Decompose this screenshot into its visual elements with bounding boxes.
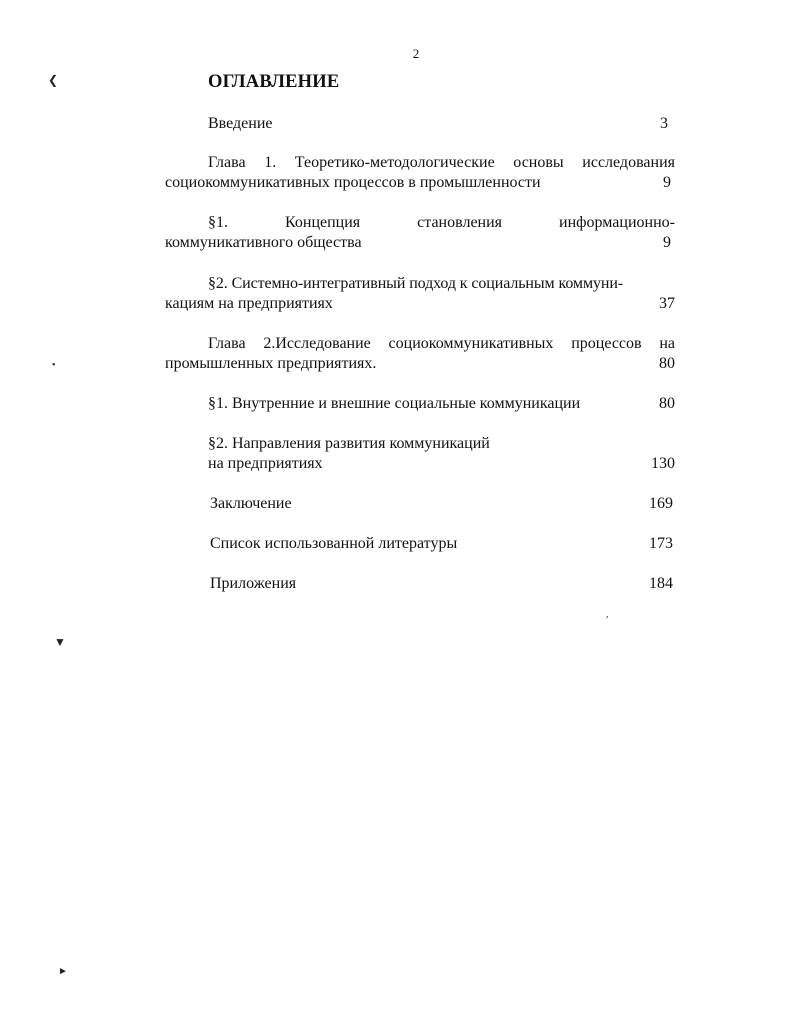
toc-entry-ch2-section1: §1. Внутренние и внешние социальные коммуникации xyxy=(208,395,581,412)
toc-page-ch1-section1: 9 xyxy=(663,234,671,251)
toc-page-references: 173 xyxy=(649,535,673,552)
toc-page-ch1-section2: 37 xyxy=(659,295,675,312)
toc-title: ОГЛАВЛЕНИЕ xyxy=(208,72,340,92)
toc-entry-chapter2-line2: промышленных предприятиях. xyxy=(165,355,377,372)
toc-entry-ch2-section2-line2: на предприятиях xyxy=(208,455,323,472)
word: на xyxy=(659,335,675,352)
toc-entry-ch1-section2-line2: кациям на предприятиях xyxy=(165,295,333,312)
word: процессов xyxy=(571,335,642,352)
word: социокоммуникативных xyxy=(388,335,554,352)
word: основы xyxy=(513,154,564,171)
scan-speck-mark: ′ xyxy=(606,614,609,626)
word: Концепция xyxy=(285,214,361,231)
toc-entry-conclusion: Заключение xyxy=(210,495,292,512)
toc-page-intro: 3 xyxy=(660,115,668,132)
word: §1. xyxy=(208,214,228,231)
toc-page-appendices: 184 xyxy=(649,575,673,592)
toc-entry-intro: Введение xyxy=(208,115,273,132)
word: 1. xyxy=(264,154,277,171)
toc-page-ch2-section1: 80 xyxy=(659,395,675,412)
toc-entry-chapter1-line1 xyxy=(208,153,675,173)
scan-speck-mark: • xyxy=(52,360,56,371)
scan-speck-mark: ❮ xyxy=(48,73,59,87)
toc-entry-chapter2-line1 xyxy=(208,334,675,354)
word: Теоретико-методологические xyxy=(294,154,495,171)
word: 2.Исследование xyxy=(263,335,371,352)
toc-entry-ch1-section1-line2: коммуникативного общества xyxy=(165,234,362,251)
toc-entry-ch1-section2-line1: §2. Системно-интегративный подход к социальным коммуни- xyxy=(208,275,624,292)
toc-entry-chapter1-line2: социокоммуникативных процессов в промышленности xyxy=(165,174,541,191)
word: исследования xyxy=(582,154,675,171)
toc-page-ch2-section2: 130 xyxy=(651,455,675,472)
scan-speck-mark: ► xyxy=(58,966,68,977)
word: становления xyxy=(417,214,503,231)
toc-page-chapter2: 80 xyxy=(659,355,675,372)
toc-entry-ch1-section1-line1 xyxy=(208,213,675,233)
word: информационно- xyxy=(559,214,675,231)
word: Глава xyxy=(208,335,246,352)
scan-speck-mark: ▼ xyxy=(54,635,66,649)
toc-page-chapter1: 9 xyxy=(663,174,671,191)
toc-page-conclusion: 169 xyxy=(649,495,673,512)
page-number: 2 xyxy=(412,46,420,61)
toc-entry-references: Список использованной литературы xyxy=(210,535,458,552)
toc-entry-ch2-section2-line1: §2. Направления развития коммуникаций xyxy=(208,435,490,452)
toc-entry-appendices: Приложения xyxy=(210,575,297,592)
word: Глава xyxy=(208,154,246,171)
